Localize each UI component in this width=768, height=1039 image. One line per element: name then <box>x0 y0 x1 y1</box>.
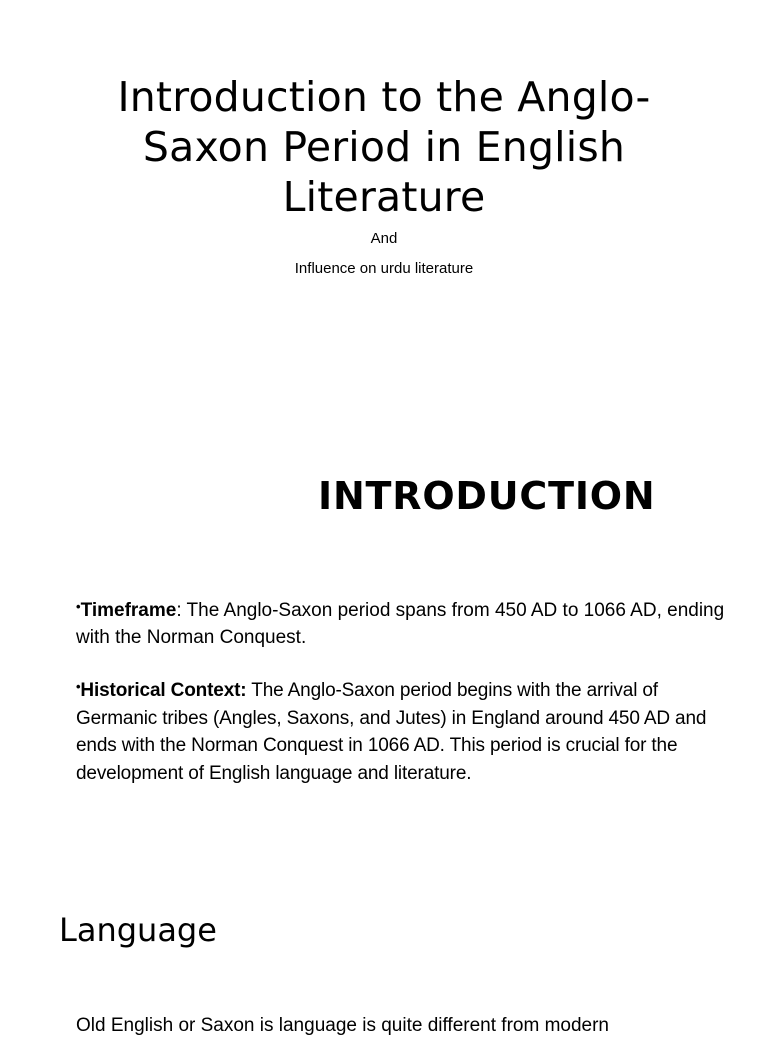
bullet-icon: • <box>76 599 81 614</box>
subtitle-influence: Influence on urdu literature <box>294 260 474 277</box>
timeframe-text: The Anglo-Saxon period spans from 450 AD to 1066 AD, ending with the Norman Conquest. <box>76 600 725 648</box>
document-title: Introduction to the Anglo-Saxon Period in English Literature <box>117 73 651 221</box>
historical-context-text: The Anglo-Saxon period begins with the arrival of Germanic tribes (Angles, Saxons, and Jutes) in England around 450 AD and ends with the Norman Conquest in 1066 AD. This period is crucial for the development of English language and literature. <box>76 680 707 784</box>
introduction-heading: INTRODUCTION <box>318 474 656 518</box>
historical-context-paragraph <box>76 673 726 787</box>
timeframe-paragraph <box>76 593 736 651</box>
language-heading: Language <box>59 911 217 949</box>
bullet-icon: • <box>76 679 81 694</box>
subtitle-and: And <box>370 230 398 247</box>
historical-context-label: Historical Context <box>80 680 241 701</box>
language-partial-text: Old English or Saxon is language is quite different from modern <box>76 1015 610 1036</box>
timeframe-separator: : <box>176 600 182 621</box>
timeframe-label: Timeframe <box>80 600 177 621</box>
historical-context-separator: : <box>240 680 247 701</box>
